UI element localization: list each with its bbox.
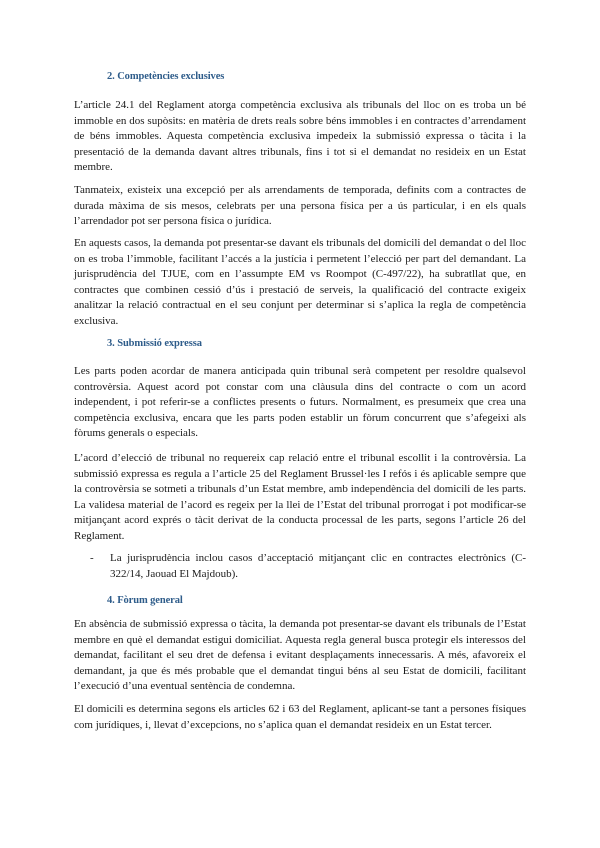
paragraph: L’article 24.1 del Reglament atorga competència exclusiva als tribunals del lloc on es troba un bé immoble en dos supòsits: en matèria de drets reals sobre béns immobles i en contractes d’arrendament de béns immobles. Aquesta competència exclusiva impedeix la submissió expressa o tàcita i la presentació de la demanda davant altres tribunals, fins i tot si el demandat no resideix en un Estat membre. [74, 99, 526, 174]
section-heading-competencies-exclusives: 2. Competències exclusives [107, 71, 225, 82]
paragraph: El domicili es determina segons els articles 62 i 63 del Reglament, aplicant-se tant a persones físiques com jurídiques, i, llevat d’excepcions, no s’aplica quan el demandat resideix en un Estat tercer. [74, 703, 526, 731]
section-heading-submissio-expressa: 3. Submissió expressa [107, 338, 202, 349]
section-heading-forum-general: 4. Fòrum general [107, 595, 183, 606]
paragraph: En absència de submissió expressa o tàcita, la demanda pot presentar-se davant els tribunals de l’Estat membre en què el demandat estigui domiciliat. Aquesta regla general busca protegir els interessos del demandat, facilitant el seu dret de defensa i evitant desplaçaments innecessaris. A més, afavoreix el demandant, ja que és més probable que el demandat tingui béns al seu Estat de domicili, facilitant l’execució d’una eventual sentència de condemna. [74, 618, 526, 693]
bullet-item [90, 551, 526, 582]
bullet-marker: - [90, 552, 94, 564]
paragraph: Les parts poden acordar de manera anticipada quin tribunal serà competent per resoldre qualsevol controvèrsia. Aquest acord pot constar com una clàusula dins del contracte o com un acord independent, i pot referir-se a conflictes presents o futurs. Normalment, es presumeix que crea una competència exclusiva, encara que les parts poden establir un fòrum concurrent que s’afegeixi als fòrums generals o especials. [74, 365, 526, 440]
bullet-text: La jurisprudència inclou casos d’acceptació mitjançant clic en contractes electrònics (C-322/14, Jaouad El Majdoub). [110, 552, 526, 580]
paragraph: Tanmateix, existeix una excepció per als arrendaments de temporada, definits com a contractes de durada màxima de sis mesos, celebrats per una persona física per a ús particular, i en els quals l’arrendador pot ser persona física o jurídica. [74, 184, 526, 228]
paragraph: L’acord d’elecció de tribunal no requereix cap relació entre el tribunal escollit i la controvèrsia. La submissió expressa es regula a l’article 25 del Reglament Brussel·les I refós i és aplicable sempre que la controvèrsia se sotmeti a tribunals d’un Estat membre, amb independència del domicili de les parts. La validesa material de l’acord es regeix per la llei de l’Estat del tribunal prorrogat i pot modificar-se mitjançant acord exprés o tàcit derivat de la conducta processal de les parts, segons l’article 26 del Reglament. [74, 452, 526, 542]
paragraph: En aquests casos, la demanda pot presentar-se davant els tribunals del domicili del demandat o del lloc on es troba l’immoble, facilitant l’accés a la justícia i permetent l’elecció per part del demandant. La jurisprudència del TJUE, com en l’assumpte EM vs Roompot (C-497/22), ha subratllat que, en contractes que combinen cessió d’ús i prestació de serveis, la qualificació del contracte exigeix analitzar la relació contractual en el seu conjunt per determinar si s’aplica la regla de competència exclusiva. [74, 237, 526, 327]
